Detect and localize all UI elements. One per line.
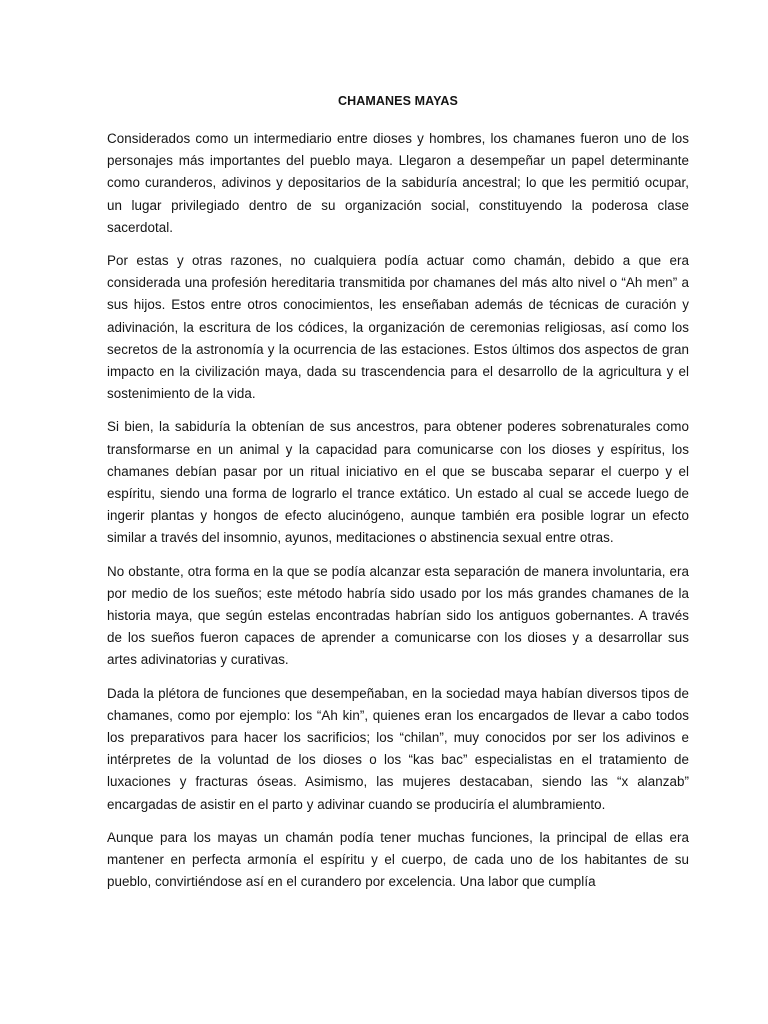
paragraph-2: Por estas y otras razones, no cualquiera podía actuar como chamán, debido a que era considerada una profesión hereditaria transmitida por chamanes del más alto nivel o “Ah men” a sus hijos. Estos entre otros conocimientos, les enseñaban además de técnicas de curación y adivinación, la escritura de los códices, la organización de ceremonias religiosas, así como los secretos de la astronomía y la ocurrencia de las estaciones. Estos últimos dos aspectos de gran impacto en la civilización maya, dada su trascendencia para el desarrollo de la agricultura y el sostenimiento de la vida. xyxy=(107,253,689,402)
paragraph-4: No obstante, otra forma en la que se podía alcanzar esta separación de manera involuntaria, era por medio de los sueños; este método habría sido usado por los más grandes chamanes de la historia maya, que según estelas encontradas habrían sido los antiguos gobernantes. A través de los sueños fueron capaces de aprender a comunicarse con los dioses y a desarrollar sus artes adivinatorias y curativas. xyxy=(107,563,689,668)
paragraph-6: Aunque para los mayas un chamán podía tener muchas funciones, la principal de ellas era mantener en perfecta armonía el espíritu y el cuerpo, de cada uno de los habitantes de su pueblo, convirtiéndose así en el curandero por excelencia. Una labor que cumplía xyxy=(107,829,689,890)
paragraph-3: Si bien, la sabiduría la obtenían de sus ancestros, para obtener poderes sobrenaturales como transformarse en un animal y la capacidad para comunicarse con los dioses y espíritus, los chamanes debían pasar por un ritual iniciativo en el que se buscaba separar el cuerpo y el espíritu, siendo una forma de lograrlo el trance extático. Un estado al cual se accede luego de ingerir plantas y hongos de efecto alucinógeno, aunque también era posible lograr un efecto similar a través del insomnio, ayunos, meditaciones o abstinencia sexual entre otras. xyxy=(107,419,689,546)
paragraph-5: Dada la plétora de funciones que desempeñaban, en la sociedad maya habían diversos tipos de chamanes, como por ejemplo: los “Ah kin”, quienes eran los encargados de llevar a cabo todos los preparativos para hacer los sacrificios; los “chilan”, muy conocidos por ser los adivinos e intérpretes de la voluntad de los dioses o los “kas bac” especialistas en el tratamiento de luxaciones y fracturas óseas. Asimismo, las mujeres destacaban, siendo las “x alanzab” encargadas de asistir en el parto y adivinar cuando se produciría el alumbramiento. xyxy=(107,685,689,812)
document-title: CHAMANES MAYAS xyxy=(338,94,458,108)
document-page xyxy=(107,91,689,894)
paragraph-1: Considerados como un intermediario entre dioses y hombres, los chamanes fueron uno de los personajes más importantes del pueblo maya. Llegaron a desempeñar un papel determinante como curanderos, adivinos y depositarios de la sabiduría ancestral; lo que les permitió ocupar, un lugar privilegiado dentro de su organización social, constituyendo la poderosa clase sacerdotal. xyxy=(107,131,689,235)
